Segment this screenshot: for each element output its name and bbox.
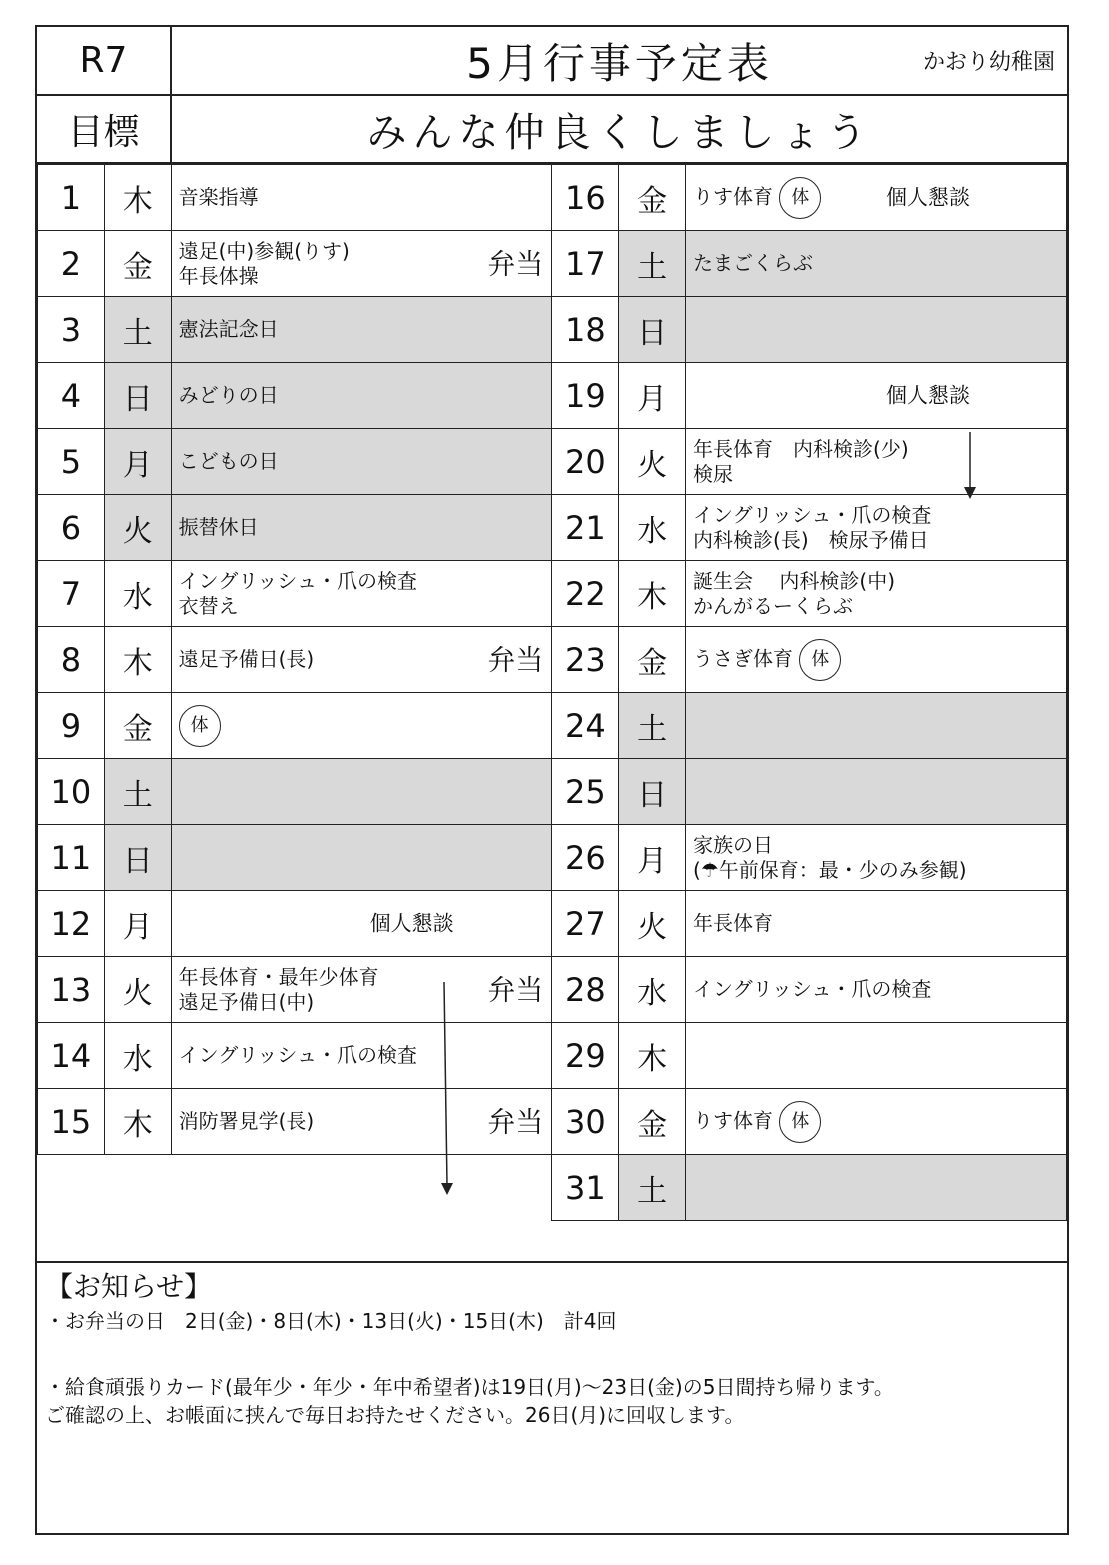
- circle-badge: 体: [779, 1101, 821, 1143]
- day-number: 25: [552, 759, 619, 825]
- weekday: 木: [104, 627, 171, 693]
- weekday: 水: [104, 1023, 171, 1089]
- event-cell: [171, 561, 552, 627]
- weekday: 土: [619, 231, 686, 297]
- event-text: 音楽指導: [178, 185, 259, 209]
- event-cell: [171, 363, 552, 429]
- event-text: たまごくらぶ: [693, 251, 814, 275]
- day-number: 24: [552, 693, 619, 759]
- event-text: 年長体育・最年少体育: [178, 964, 379, 989]
- note-tag: 個人懇談: [369, 911, 454, 935]
- weekday: 金: [619, 627, 686, 693]
- weekday: 土: [104, 297, 171, 363]
- day-number: 21: [552, 495, 619, 561]
- event-cell: [171, 165, 552, 231]
- calendar-row: [38, 627, 1067, 693]
- title-row: [37, 27, 1067, 96]
- weekday: 水: [619, 957, 686, 1023]
- day-number: 7: [38, 561, 105, 627]
- day-number: 28: [552, 957, 619, 1023]
- calendar-row: [38, 693, 1067, 759]
- event-cell: [171, 1089, 552, 1155]
- weekday: 日: [619, 759, 686, 825]
- weekday: 火: [104, 957, 171, 1023]
- day-number: 26: [552, 825, 619, 891]
- weekday: 水: [104, 561, 171, 627]
- event-cell: [686, 627, 1067, 693]
- weekday: 土: [104, 759, 171, 825]
- event-text: 衣替え: [178, 593, 239, 618]
- calendar-row: [38, 825, 1067, 891]
- weekday: 日: [619, 297, 686, 363]
- event-text: イングリッシュ・爪の検査: [693, 502, 932, 527]
- event-cell: [686, 1089, 1067, 1155]
- day-number: 30: [552, 1089, 619, 1155]
- calendar-row: [38, 1089, 1067, 1155]
- event-cell: [686, 165, 1067, 231]
- circle-badge: 体: [179, 705, 221, 747]
- goal-text: みんな仲良くしましょう: [366, 109, 873, 156]
- page-title: 5月行事予定表: [466, 38, 773, 88]
- bento-tag: 弁当: [487, 643, 544, 676]
- circle-badge: 体: [799, 639, 841, 681]
- event-text: 消防署見学(長): [178, 1109, 315, 1133]
- weekday: 土: [619, 1155, 686, 1221]
- calendar-row: [38, 363, 1067, 429]
- day-number: 16: [552, 165, 619, 231]
- schedule-sheet: [35, 25, 1069, 1535]
- day-number: 8: [38, 627, 105, 693]
- calendar-row: [38, 891, 1067, 957]
- event-cell: [171, 627, 552, 693]
- calendar-row: [38, 165, 1067, 231]
- event-cell: [171, 297, 552, 363]
- event-text: こどもの日: [178, 449, 279, 473]
- weekday: 木: [619, 561, 686, 627]
- notice-heading: 【お知らせ】: [45, 1270, 213, 1303]
- day-number: 4: [38, 363, 105, 429]
- event-text: イングリッシュ・爪の検査: [178, 568, 417, 593]
- event-cell: [686, 759, 1067, 825]
- event-text: 遠足(中)参観(りす): [178, 238, 350, 263]
- event-text: かんがるーくらぶ: [693, 593, 854, 618]
- event-text: イングリッシュ・爪の検査: [178, 1043, 417, 1067]
- day-number: 13: [38, 957, 105, 1023]
- weekday: 金: [104, 693, 171, 759]
- event-cell: [686, 1155, 1067, 1221]
- day-number: 12: [38, 891, 105, 957]
- event-cell: [171, 1023, 552, 1089]
- day-number: 6: [38, 495, 105, 561]
- event-text: りす体育 体: [693, 177, 1066, 219]
- event-text: 年長体育: [693, 911, 774, 935]
- weekday: 火: [619, 891, 686, 957]
- notice-line-2: ・給食頑張りカード(最年少・年少・年中希望者)は19日(月)～23日(金)の5日間持ち帰ります。: [45, 1375, 894, 1399]
- day-number: 5: [38, 429, 105, 495]
- event-cell: [686, 825, 1067, 891]
- weekday: 木: [619, 1023, 686, 1089]
- calendar-row: [38, 1023, 1067, 1089]
- event-text: うさぎ体育 体: [693, 639, 1066, 681]
- event-cell: [171, 957, 552, 1023]
- event-cell: [686, 429, 1067, 495]
- goal-label: 目標: [37, 96, 172, 162]
- event-cell: [171, 693, 552, 759]
- day-number: 31: [552, 1155, 619, 1221]
- calendar-row: [38, 1155, 1067, 1221]
- day-number: 22: [552, 561, 619, 627]
- day-number: 17: [552, 231, 619, 297]
- weekday: 金: [619, 1089, 686, 1155]
- event-cell: [686, 297, 1067, 363]
- bento-tag: 弁当: [487, 247, 544, 280]
- calendar-row: [38, 429, 1067, 495]
- event-cell: [686, 495, 1067, 561]
- event-text: 年長体育 内科検診(少): [693, 436, 909, 461]
- event-text: 検尿: [693, 461, 734, 486]
- goal-row: [37, 96, 1067, 164]
- notice-box: [37, 1261, 1067, 1533]
- day-number: 9: [38, 693, 105, 759]
- note-tag: 個人懇談: [886, 383, 971, 407]
- school-name: かおり幼稚園: [922, 50, 1055, 75]
- note-tag: 個人懇談: [886, 185, 971, 209]
- weekday: 水: [619, 495, 686, 561]
- day-number: 10: [38, 759, 105, 825]
- day-number: 18: [552, 297, 619, 363]
- weekday: 木: [104, 165, 171, 231]
- event-cell: [686, 891, 1067, 957]
- weekday: 月: [619, 825, 686, 891]
- calendar-row: [38, 561, 1067, 627]
- event-text: イングリッシュ・爪の検査: [693, 977, 932, 1001]
- event-text: 家族の日: [693, 832, 774, 857]
- circle-badge: 体: [779, 177, 821, 219]
- weekday: 木: [104, 1089, 171, 1155]
- weekday: 日: [104, 363, 171, 429]
- weekday: 月: [104, 429, 171, 495]
- event-cell: [171, 495, 552, 561]
- event-text: 振替休日: [178, 515, 259, 539]
- weekday: 火: [104, 495, 171, 561]
- event-text: (☂午前保育：最・少のみ参観): [693, 857, 967, 882]
- weekday: 土: [619, 693, 686, 759]
- event-text: 年長体操: [178, 263, 259, 288]
- event-cell: [171, 825, 552, 891]
- calendar-table: [37, 164, 1067, 1221]
- event-cell: [686, 561, 1067, 627]
- event-cell: [171, 429, 552, 495]
- weekday: 金: [104, 231, 171, 297]
- weekday: 金: [619, 165, 686, 231]
- event-text: 誕生会 内科検診(中): [693, 568, 895, 593]
- day-number: 14: [38, 1023, 105, 1089]
- event-text: りす体育 体: [693, 1101, 1066, 1143]
- event-cell: [686, 1023, 1067, 1089]
- weekday: 日: [104, 825, 171, 891]
- day-number: 23: [552, 627, 619, 693]
- event-cell: [171, 891, 552, 957]
- event-text: 内科検診(長) 検尿予備日: [693, 527, 929, 552]
- event-cell: [686, 693, 1067, 759]
- event-cell: [171, 759, 552, 825]
- bento-tag: 弁当: [487, 973, 544, 1006]
- weekday: 火: [619, 429, 686, 495]
- day-number: 3: [38, 297, 105, 363]
- day-number: 15: [38, 1089, 105, 1155]
- calendar-row: [38, 297, 1067, 363]
- day-number: 11: [38, 825, 105, 891]
- event-text: 遠足予備日(中): [178, 989, 315, 1014]
- weekday: 月: [619, 363, 686, 429]
- event-cell: [171, 231, 552, 297]
- event-text: 憲法記念日: [178, 317, 279, 341]
- calendar-row: [38, 957, 1067, 1023]
- empty-cell: [38, 1155, 552, 1221]
- calendar-row: [38, 495, 1067, 561]
- event-text: 遠足予備日(長): [178, 647, 315, 671]
- event-cell: [686, 957, 1067, 1023]
- event-text: みどりの日: [178, 383, 279, 407]
- notice-line-3: ご確認の上、お帳面に挟んで毎日お持たせください。26日(月)に回収します。: [45, 1403, 745, 1427]
- day-number: 19: [552, 363, 619, 429]
- era-label: R7: [37, 27, 172, 94]
- calendar-row: [38, 231, 1067, 297]
- event-cell: [686, 231, 1067, 297]
- day-number: 1: [38, 165, 105, 231]
- bento-tag: 弁当: [487, 1105, 544, 1138]
- day-number: 27: [552, 891, 619, 957]
- day-number: 29: [552, 1023, 619, 1089]
- notice-line-1: ・お弁当の日 2日(金)・8日(木)・13日(火)・15日(木) 計4回: [45, 1309, 617, 1333]
- calendar-row: [38, 759, 1067, 825]
- weekday: 月: [104, 891, 171, 957]
- day-number: 2: [38, 231, 105, 297]
- event-cell: [686, 363, 1067, 429]
- day-number: 20: [552, 429, 619, 495]
